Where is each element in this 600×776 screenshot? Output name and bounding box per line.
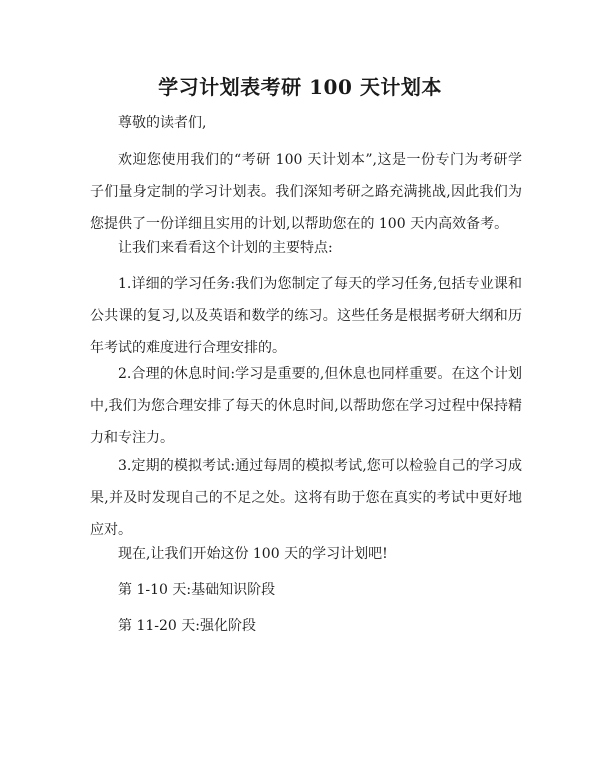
feature-item-1: 1.详细的学习任务:我们为您制定了每天的学习任务,包括专业课和公共课的复习,以及英语和数学的练习。这些任务是根据考研大纲和历年考试的难度进行合理安排的。	[90, 276, 522, 356]
greeting-paragraph: 尊敬的读者们,	[118, 115, 207, 131]
stage-2-heading: 第 11-20 天:强化阶段	[118, 618, 256, 634]
stage-1-heading: 第 1-10 天:基础知识阶段	[118, 582, 276, 598]
start-paragraph: 现在,让我们开始这份 100 天的学习计划吧!	[118, 546, 388, 562]
feature-item-3: 3.定期的模拟考试:通过每周的模拟考试,您可以检验自己的学习成果,并及时发现自己的不足之处。这将有助于您在真实的考试中更好地应对。	[90, 458, 522, 538]
document-title: 学习计划表考研 100 天计划本	[158, 75, 442, 99]
features-intro-paragraph: 让我们来看看这个计划的主要特点:	[118, 240, 333, 256]
intro-paragraph: 欢迎您使用我们的“考研 100 天计划本”,这是一份专门为考研学子们量身定制的学习计划表。我们深知考研之路充满挑战,因此我们为您提供了一份详细且实用的计划,以帮助您在的 100 天内高效备考。	[90, 152, 522, 232]
feature-item-2: 2.合理的休息时间:学习是重要的,但休息也同样重要。在这个计划中,我们为您合理安排了每天的休息时间,以帮助您在学习过程中保持精力和专注力。	[90, 366, 522, 446]
